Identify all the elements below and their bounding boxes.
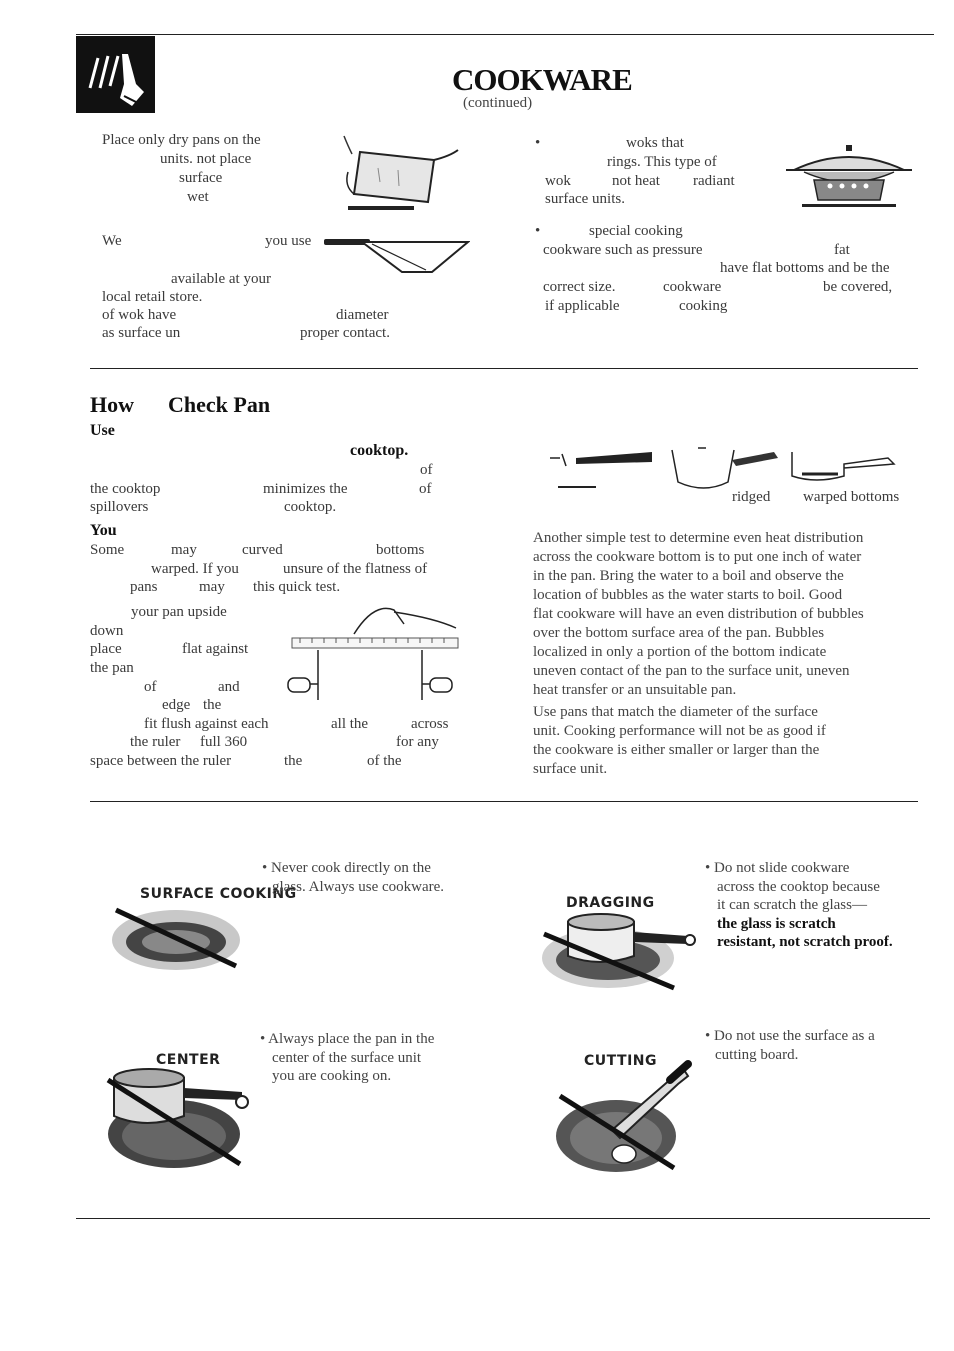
- text-line: the cookware is either smaller or larger than the: [533, 742, 820, 758]
- text-line: cooking: [679, 298, 728, 314]
- text-line: full 360: [200, 734, 248, 750]
- text-line: spillovers: [90, 499, 149, 515]
- text-line: be covered,: [823, 279, 893, 295]
- label-use: Use: [90, 422, 115, 439]
- text-line: of: [144, 679, 157, 695]
- text-line: as surface un: [102, 325, 181, 341]
- text-line: wok: [545, 173, 571, 189]
- bullet: •: [535, 135, 541, 151]
- center-illustration: [104, 1050, 254, 1172]
- text-line: location of bubbles as the water starts to boil. Good: [533, 587, 843, 603]
- text-line: Another simple test to determine even heat distribution: [533, 530, 864, 546]
- text-line: cookware: [663, 279, 722, 295]
- text-line: the: [203, 697, 222, 713]
- heat-distribution-paragraph: [533, 529, 864, 700]
- text-line: the: [284, 753, 303, 769]
- bullet: •: [535, 223, 541, 239]
- text-line: edge: [162, 697, 191, 713]
- label-cooktop: cooktop.: [350, 442, 409, 459]
- text-line: of wok have: [102, 307, 177, 323]
- text-line: not heat: [612, 173, 660, 189]
- text-line: flat against: [182, 641, 249, 657]
- text-line: for any: [396, 734, 439, 750]
- text-line: surface: [179, 170, 223, 186]
- text-line: curved: [242, 542, 283, 558]
- text-line: all the: [331, 716, 369, 732]
- text-line: and: [218, 679, 240, 695]
- text-line: cookware such as pressure: [543, 242, 703, 258]
- pan-bottoms-illustration: [548, 444, 898, 494]
- text-line: you use: [265, 233, 312, 249]
- text-line: you are cooking on.: [272, 1068, 392, 1084]
- text-line: resistant, not scratch proof.: [717, 934, 893, 950]
- text-line: glass. Always use cookware.: [272, 878, 445, 895]
- label-you: You: [90, 522, 117, 539]
- text-line: the ruler: [130, 734, 181, 750]
- text-line: • Always place the pan in the: [260, 1031, 435, 1047]
- ruler-test-illustration: [284, 604, 460, 704]
- section-heading: How Check Pan: [90, 392, 271, 417]
- text-line: units. not place: [160, 151, 252, 167]
- text-line: warped. If you: [151, 561, 239, 577]
- text-line: radiant: [693, 173, 735, 189]
- text-line: this quick test.: [253, 579, 341, 595]
- text-line: correct size.: [543, 279, 616, 295]
- text-line: of: [420, 462, 433, 478]
- text-line: the glass is scratch: [717, 915, 836, 932]
- text-line: fat: [834, 242, 850, 258]
- pan-diameter-paragraph: [533, 703, 826, 779]
- text-line: unit. Cooking performance will not be as good if: [533, 723, 826, 739]
- center-badge: CENTER: [156, 1052, 221, 1068]
- text-line: center of the surface unit: [272, 1049, 422, 1066]
- dragging-badge: DRAGGING: [566, 895, 655, 911]
- text-line: special cooking: [589, 223, 683, 239]
- text-line: diameter: [336, 307, 389, 323]
- text-line: space between the ruler: [90, 753, 232, 769]
- text-line: across the cooktop because: [717, 878, 880, 895]
- text-line: uneven contact of the pan to the surface unit, uneven: [533, 663, 850, 679]
- wok-on-ring-illustration: [784, 140, 914, 210]
- text-line: cutting board.: [715, 1046, 799, 1063]
- cutting-warning: [705, 1027, 875, 1064]
- text-line: cooktop.: [284, 499, 337, 515]
- text-line: bottoms: [376, 542, 425, 558]
- text-line: down: [90, 623, 124, 639]
- page-subtitle: (continued): [463, 95, 533, 111]
- dragging-warning: [705, 859, 893, 952]
- text-line: • Do not use the surface as a: [705, 1028, 875, 1044]
- surface-warning: [262, 859, 444, 896]
- text-line: heat transfer or an unsuitable pan.: [533, 682, 737, 698]
- wet-pan-illustration: [338, 132, 462, 216]
- text-line: proper contact.: [300, 325, 390, 341]
- text-line: rings. This type of: [607, 154, 717, 170]
- surface-cooking-badge: SURFACE COOKING: [140, 886, 297, 902]
- wok-illustration: [322, 230, 470, 274]
- text-line: flat cookware will have an even distribution of bubbles: [533, 606, 864, 622]
- warped-label: warped bottoms: [803, 489, 900, 505]
- ridged-label: ridged: [732, 489, 771, 505]
- text-line: may: [171, 542, 197, 558]
- text-line: pans: [130, 579, 158, 595]
- text-line: over the bottom surface area of the pan. Bubbles: [533, 625, 825, 641]
- text-line: if applicable: [545, 298, 620, 314]
- text-line: • Never cook directly on the: [262, 860, 431, 876]
- text-line: Some: [90, 542, 125, 558]
- logo-icon: [76, 36, 155, 113]
- text-line: Place only dry pans on the: [102, 132, 261, 148]
- bottom-rule: [76, 1218, 930, 1219]
- text-line: the cooktop: [90, 481, 161, 497]
- page-title: COOKWARE: [452, 62, 632, 97]
- text-line: minimizes the: [263, 481, 348, 497]
- cutting-badge: CUTTING: [584, 1053, 657, 1069]
- text-line: • Do not slide cookware: [705, 860, 850, 876]
- text-line: surface units.: [545, 191, 625, 207]
- text-line: fit flush against each: [144, 716, 269, 732]
- text-line: may: [199, 579, 225, 595]
- text-line: available at your: [171, 271, 271, 287]
- text-line: have flat bottoms and be the: [720, 260, 890, 276]
- text-line: the pan: [90, 660, 134, 676]
- divider: [90, 801, 918, 802]
- text-line: place: [90, 641, 122, 657]
- text-line: across the cookware bottom is to put one inch of water: [533, 549, 862, 565]
- text-line: of the: [367, 753, 402, 769]
- text-line: We: [102, 233, 122, 249]
- text-line: of: [419, 481, 432, 497]
- top-rule: [76, 34, 934, 35]
- text-line: surface unit.: [533, 761, 608, 777]
- divider: [90, 368, 918, 369]
- text-line: across: [411, 716, 449, 732]
- text-line: your pan upside: [131, 604, 227, 620]
- text-line: in the pan. Bring the water to a boil and observe the: [533, 568, 844, 584]
- text-line: wet: [187, 189, 209, 205]
- center-warning: [260, 1030, 434, 1086]
- text-line: localized in only a portion of the bottom indicate: [533, 644, 827, 660]
- text-line: local retail store.: [102, 289, 203, 305]
- text-line: it can scratch the glass—: [717, 897, 867, 913]
- text-line: Use pans that match the diameter of the surface: [533, 704, 818, 720]
- text-line: unsure of the flatness of: [283, 561, 428, 577]
- text-line: woks that: [626, 135, 684, 151]
